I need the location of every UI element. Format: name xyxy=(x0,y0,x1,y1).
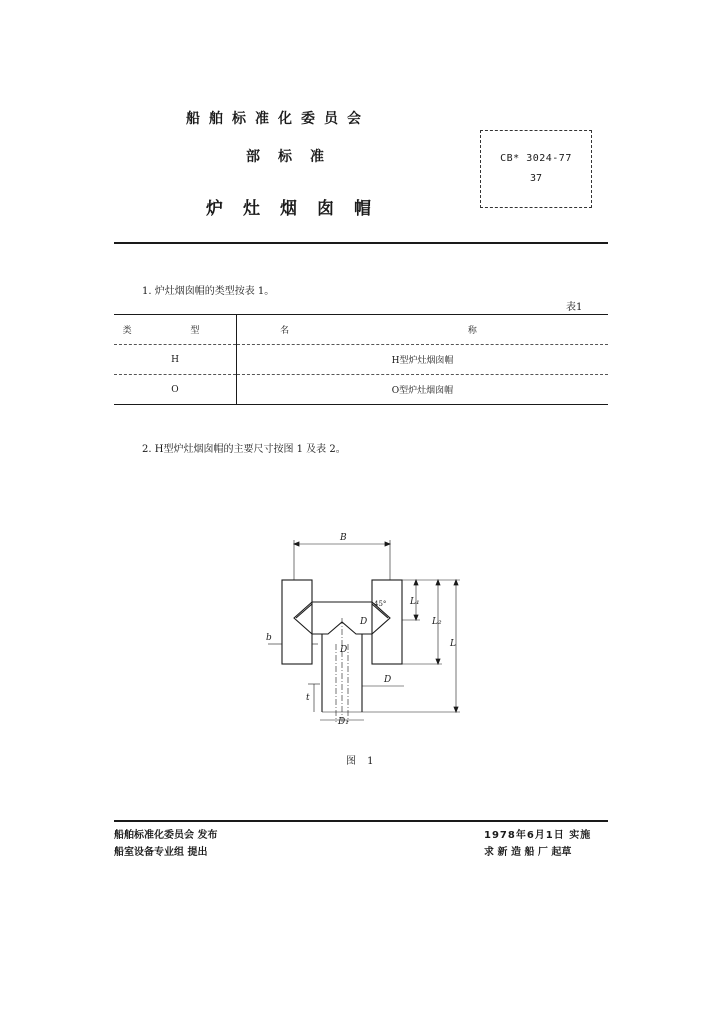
table-cell-name: H型炉灶烟囱帽 xyxy=(237,345,609,375)
label-B: B xyxy=(340,533,347,543)
table-row xyxy=(114,375,608,405)
table-label: 表1 xyxy=(566,302,583,313)
label-D: D xyxy=(384,675,392,685)
label-L1: L₁ xyxy=(410,597,420,607)
effective-date: 1978年6月1日 实施 xyxy=(484,830,592,841)
label-D1: D₁ xyxy=(338,717,349,726)
label-d: D xyxy=(360,617,368,627)
type-table xyxy=(114,314,608,405)
center-lines xyxy=(336,618,348,722)
page-number: 37 xyxy=(529,173,543,184)
committee-name: 船舶标准化委员会 xyxy=(186,111,370,127)
table-header-row xyxy=(114,315,608,345)
table-cell-type: H xyxy=(114,345,237,375)
header-name: 名 称 xyxy=(237,315,609,345)
label-L: L xyxy=(450,639,456,649)
header-rule xyxy=(114,242,608,244)
table-row xyxy=(114,345,608,375)
figure-caption: 图 1 xyxy=(346,756,378,767)
label-D-center: D xyxy=(340,645,348,655)
standard-code-box xyxy=(480,130,592,208)
paragraph-2: 2. H型炉灶烟囱帽的主要尺寸按图 1 及表 2。 xyxy=(142,444,346,455)
ministry-standard-label: 部标准 xyxy=(246,149,342,165)
right-post xyxy=(372,580,402,664)
table-cell-type: O xyxy=(114,375,237,405)
label-b: b xyxy=(266,633,272,643)
document-title: 炉灶烟囱帽 xyxy=(206,199,391,219)
label-t: t xyxy=(306,693,310,703)
left-post xyxy=(282,580,312,664)
arrowheads xyxy=(294,542,458,712)
drafting-unit: 求 新 造 船 厂 起草 xyxy=(484,847,572,858)
proposer: 船室设备专业组 提出 xyxy=(114,847,208,858)
publisher: 船舶标准化委员会 发布 xyxy=(114,830,218,841)
dimension-lines xyxy=(268,540,460,720)
paragraph-1: 1. 炉灶烟囱帽的类型按表 1。 xyxy=(142,286,275,297)
figure-1-drawing xyxy=(260,526,470,726)
footer-rule xyxy=(114,820,608,822)
label-angle: 45° xyxy=(374,600,387,608)
label-L2: L₂ xyxy=(432,617,442,627)
standard-code: CB* 3024-77 xyxy=(500,153,572,164)
header-type: 类 型 xyxy=(114,315,237,345)
table-cell-name: O型炉灶烟囱帽 xyxy=(237,375,609,405)
